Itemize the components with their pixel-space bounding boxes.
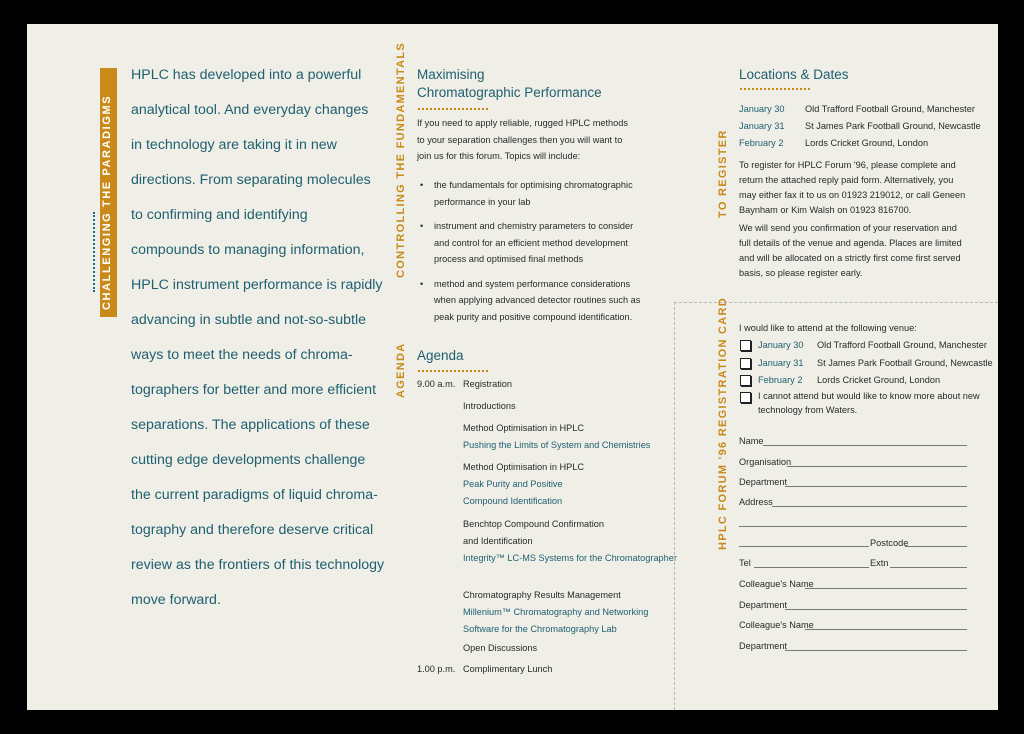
intro-line: review as the frontiers of this technology bbox=[131, 557, 385, 573]
tel-label: Tel bbox=[739, 558, 751, 568]
brochure-sheet bbox=[27, 24, 998, 710]
department-input[interactable] bbox=[785, 486, 967, 487]
agenda-title: Registration bbox=[463, 379, 513, 389]
register-paragraph: To register for HPLC Forum '96, please complete and return the attached reply paid form. Alternatively, you may either fax it to us on 01923 219012, or call Geneen Baynham or Kim Walsh on 01923 816700. bbox=[739, 160, 966, 215]
agenda-subtitle: Integrity™ LC-MS Systems for the Chromatographer bbox=[463, 553, 677, 563]
postcode-label: Postcode bbox=[870, 538, 909, 548]
location-place: St James Park Football Ground, Newcastle bbox=[805, 121, 981, 131]
perforation-vertical bbox=[674, 302, 675, 710]
list-item: • instrument and chemistry parameters to consider and control for an efficient method development process and optimised final methods bbox=[417, 218, 645, 268]
colleague-name-label: Colleague's Name bbox=[739, 579, 814, 589]
list-item: • method and system performance considerations when applying advanced detector routines such as peak purity and positive compound identification. bbox=[417, 276, 645, 326]
venue-place: Old Trafford Football Ground, Manchester bbox=[817, 340, 987, 350]
panel-fold-1 bbox=[352, 24, 353, 710]
vertical-title-challenging: CHALLENGING THE PARADIGMS bbox=[101, 94, 113, 310]
heading-line: Chromatographic Performance bbox=[417, 85, 602, 100]
venue-date: January 30 bbox=[758, 340, 804, 350]
postcode-input[interactable] bbox=[905, 546, 967, 547]
address-input-line-2[interactable] bbox=[739, 526, 967, 527]
agenda-subtitle: Peak Purity and Positive Compound Identification bbox=[463, 479, 563, 506]
colleague-name-label-2: Colleague's Name bbox=[739, 620, 814, 630]
intro-line: tography and therefore deserve critical bbox=[131, 522, 374, 538]
extn-input[interactable] bbox=[890, 567, 967, 568]
vertical-title-agenda: AGENDA bbox=[395, 342, 407, 398]
agenda-dot-rule bbox=[418, 370, 488, 372]
extn-label: Extn bbox=[870, 558, 889, 568]
colleague-name-input[interactable] bbox=[805, 588, 967, 589]
venue-place: St James Park Football Ground, Newcastle bbox=[817, 358, 993, 368]
agenda-title: Benchtop Compound Confirmation and Identification bbox=[463, 519, 604, 546]
colleague-department-input[interactable] bbox=[785, 609, 967, 610]
vertical-title-registration-card: HPLC FORUM '96 REGISTRATION CARD bbox=[717, 296, 729, 550]
intro-line: to confirming and identifying bbox=[131, 207, 308, 223]
agenda-title: Introductions bbox=[463, 401, 516, 411]
vertical-title-register: TO REGISTER bbox=[717, 129, 729, 218]
intro-line: directions. From separating molecules bbox=[131, 172, 371, 188]
venue-date: January 31 bbox=[758, 358, 804, 368]
cannot-attend-label bbox=[758, 389, 978, 417]
vertical-dot-rule bbox=[93, 212, 95, 292]
agenda-subtitle: Pushing the Limits of System and Chemistries bbox=[463, 440, 651, 450]
location-place: Lords Cricket Ground, London bbox=[805, 138, 929, 148]
colleague-name-input-2[interactable] bbox=[805, 629, 967, 630]
locations-dot-rule bbox=[740, 88, 810, 90]
intro-line: advancing in subtle and not-so-subtle bbox=[131, 312, 367, 328]
cannot-attend-line: I cannot attend but would like to know more about new bbox=[758, 391, 980, 401]
address-input-line-3[interactable] bbox=[739, 546, 869, 547]
intro-line: the current paradigms of liquid chroma- bbox=[131, 487, 378, 503]
name-input[interactable] bbox=[763, 445, 967, 446]
location-date: February 2 bbox=[739, 138, 784, 148]
agenda-heading: Agenda bbox=[417, 348, 464, 363]
register-paragraph: We will send you confirmation of your reservation and full details of the venue and agenda. Places are limited and will be allocated on a strictly first come first served basis, so please register early. bbox=[739, 223, 962, 278]
venue-date: February 2 bbox=[758, 375, 803, 385]
cannot-attend-checkbox[interactable] bbox=[740, 392, 751, 403]
agenda-title: Method Optimisation in HPLC bbox=[463, 423, 585, 433]
locations-list bbox=[739, 101, 979, 155]
intro-line: cutting edge developments challenge bbox=[131, 452, 366, 468]
agenda-time: 1.00 p.m. bbox=[417, 664, 456, 674]
agenda-time: 9.00 a.m. bbox=[417, 379, 456, 389]
agenda-title: Chromatography Results Management bbox=[463, 590, 621, 600]
topics-intro: If you need to apply reliable, rugged HPLC methods to your separation challenges then you will want to join us for this forum. Topics will include: bbox=[417, 118, 628, 161]
location-date: January 31 bbox=[739, 121, 785, 131]
venue-checkbox[interactable] bbox=[740, 375, 751, 386]
agenda-title: Open Discussions bbox=[463, 643, 538, 653]
section-heading-maximising bbox=[417, 66, 617, 102]
address-label: Address bbox=[739, 497, 773, 507]
location-place: Old Trafford Football Ground, Manchester bbox=[805, 104, 975, 114]
list-item: • the fundamentals for optimising chromatographic performance in your lab bbox=[417, 177, 645, 210]
agenda-list bbox=[417, 376, 677, 674]
cannot-attend-line: technology from Waters. bbox=[758, 405, 858, 415]
locations-heading: Locations & Dates bbox=[739, 67, 849, 82]
intro-line: HPLC has developed into a powerful bbox=[131, 67, 362, 83]
agenda-subtitle: Millenium™ Chromatography and Networking Software for the Chromatography Lab bbox=[463, 607, 649, 634]
colleague-department-label-2: Department bbox=[739, 641, 788, 651]
intro-line: move forward. bbox=[131, 592, 221, 608]
intro-line: separations. The applications of these bbox=[131, 417, 370, 433]
vertical-title-fundamentals: CONTROLLING THE FUNDAMENTALS bbox=[395, 41, 407, 278]
venue-checkbox[interactable] bbox=[740, 358, 751, 369]
venue-checkbox[interactable] bbox=[740, 340, 751, 351]
card-intro: I would like to attend at the following venue: bbox=[739, 323, 917, 333]
intro-line: tographers for better and more efficient bbox=[131, 382, 377, 398]
heading-dot-rule bbox=[418, 108, 488, 110]
venue-place: Lords Cricket Ground, London bbox=[817, 375, 941, 385]
name-label: Name bbox=[739, 436, 764, 446]
colleague-department-input-2[interactable] bbox=[785, 650, 967, 651]
agenda-title: Method Optimisation in HPLC bbox=[463, 462, 585, 472]
intro-line: HPLC instrument performance is rapidly bbox=[131, 277, 383, 293]
intro-line: in technology are taking it in new bbox=[131, 137, 337, 153]
intro-text bbox=[131, 58, 385, 618]
intro-line: ways to meet the needs of chroma- bbox=[131, 347, 353, 363]
colleague-department-label: Department bbox=[739, 600, 788, 610]
location-date: January 30 bbox=[739, 104, 785, 114]
intro-line: analytical tool. And everyday changes bbox=[131, 102, 369, 118]
organisation-label: Organisation bbox=[739, 457, 792, 467]
topics-list bbox=[417, 177, 645, 333]
agenda-title: Complimentary Lunch bbox=[463, 664, 553, 674]
tel-input[interactable] bbox=[754, 567, 869, 568]
address-input[interactable] bbox=[772, 506, 967, 507]
organisation-input[interactable] bbox=[787, 466, 967, 467]
intro-line: compounds to managing information, bbox=[131, 242, 365, 258]
department-label: Department bbox=[739, 477, 788, 487]
heading-line: Maximising bbox=[417, 67, 485, 82]
